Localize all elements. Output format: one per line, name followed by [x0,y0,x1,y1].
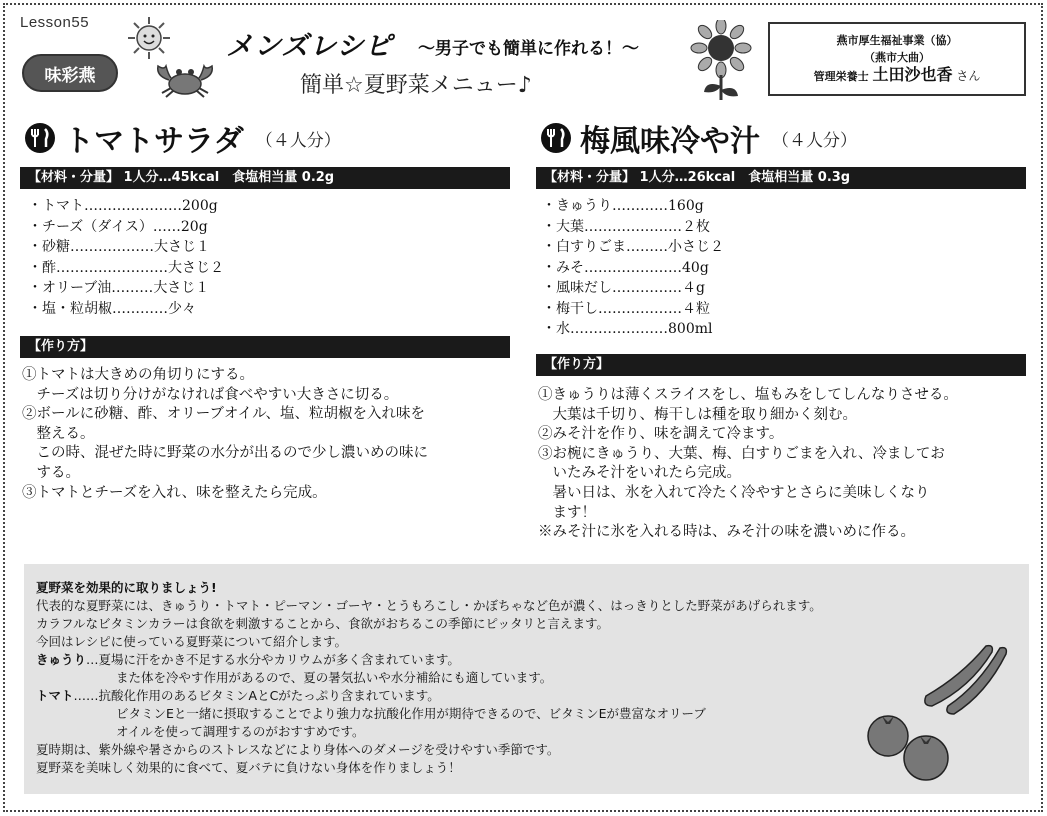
vegetables-illustration [866,636,1016,786]
tomato-label: トマト [36,688,74,703]
info-heading: 夏野菜を効果的に取りましょう! [36,580,217,595]
ingredient-row [542,237,724,258]
step-line: ます！ [538,504,596,521]
ingredient-name: ・トマト………………… [28,198,182,214]
ingredient-row [542,217,724,238]
step-line: チーズは切り分けがなければ食べやすい大きさに切る。 [22,386,399,403]
menu-title: 簡単☆夏野菜メニュー♪ [300,73,532,98]
recipe1-title: トマトサラダ [64,124,244,159]
ingredient-name: ・酢…………………… [28,259,168,276]
lesson-number: Lesson55 [20,14,90,31]
ingredient-row [542,299,724,320]
ingredient-row [542,196,724,217]
info-line: ビタミンEと一緒に摂取することでより強力な抗酸化作用が期待できるので、ビタミンEが豊富なオリーブ [116,706,706,721]
ingredient-amount: ４粒 [682,300,710,317]
ingredient-row [28,299,224,320]
sun-icon [127,16,171,60]
step-line: ①きゅうりは薄くスライスをし、塩もみをしてしんなりさせる。 [538,387,958,403]
info-line: オイルを使って調理するのがおすすめです。 [116,724,365,739]
recipe2-method-bar: 【作り方】 [536,354,1026,376]
ingredient-amount: 160g [668,198,704,214]
credit-suffix: さん [956,69,981,83]
recipe2-title: 梅風味冷や汁 [580,124,760,159]
step-line: ※みそ汁に氷を入れる時は、みそ汁の味を濃いめに作る。 [538,524,915,541]
credit-box [768,22,1026,96]
ingredient-name: ・きゅうり………… [542,198,668,214]
recipe2-ingredient-bar: 【材料・分量】 1人分…26kcal 食塩相当量 0.3g [536,167,1026,189]
ingredient-row [542,319,724,340]
credit-role: 管理栄養士 [813,70,869,83]
brand-logo [22,54,118,92]
step-line: いたみそ汁をいれたら完成。 [538,465,741,482]
ingredient-amount: ２枚 [682,218,710,235]
step-line: ②ボールに砂糖、酢、オリーブオイル、塩、粒胡椒を入れ味を [22,406,425,423]
page-subtitle: ～男子でも簡単に作れる！～ [418,39,639,59]
info-line: 今回はレシピに使っている夏野菜について紹介します。 [36,634,347,649]
ingredient-amount: 20g [180,218,208,235]
recipe2-title-row [540,116,857,160]
step-line: 暑い日は、氷を入れて冷たく冷やすとさらに美味しくなり [538,484,930,501]
ingredient-name: ・砂糖……………… [28,239,154,255]
info-line: 夏野菜を美味しく効果的に食べて、夏バテに負けない身体を作りましょう！ [36,760,461,775]
page-title: メンズレシピ [226,31,393,62]
info-line: また体を冷やす作用があるので、夏の暑気払いや水分補給にも適しています。 [116,670,553,685]
ingredient-name: ・梅干し……………… [542,300,682,317]
kyuri-label: きゅうり [36,652,87,667]
ingredient-amount: 小さじ２ [668,239,724,255]
step-line: 大葉は千切り、梅干しは種を取り細かく刻む。 [538,406,857,423]
step-line: ③お椀にきゅうり、大葉、梅、白すりごまを入れ、冷ましてお [538,445,945,462]
ingredient-row [542,258,724,279]
ingredient-amount: 大さじ１ [153,280,210,296]
ingredient-amount: 大さじ２ [168,259,224,276]
credit-org: 燕市厚生福祉事業（協） [836,34,958,47]
ingredient-name: ・オリーブ油……… [28,280,154,296]
ingredient-amount: 少々 [168,300,196,317]
ingredient-name: ・風味だし…………… [542,280,682,296]
info-line: 代表的な夏野菜には、きゅうり・トマト・ピーマン・ゴーヤ・とうもろこし・かぼちゃなど色が濃く、はっきりとした野菜があげられます。 [36,598,822,613]
sunflower-icon [690,20,752,100]
step-line: する。 [22,464,80,481]
info-line: 夏時期は、紫外線や暑さからのストレスなどにより身体へのダメージを受けやすい季節です。 [36,742,560,757]
crab-icon [150,60,220,98]
credit-org-location: （燕市大曲） [864,51,930,64]
recipe1-ingredients [28,196,224,319]
info-text [36,579,822,777]
ingredient-name: ・チーズ（ダイス）…… [28,218,181,235]
recipe2-ingredients [542,196,724,340]
step-line: ②みそ汁を作り、味を調えて冷ます。 [538,426,784,443]
ingredient-amount: 800ml [668,321,713,337]
recipe2-servings: （４人分） [772,130,857,151]
credit-name: 土田沙也香 [872,65,953,84]
ingredient-name: ・みそ………………… [542,259,682,276]
ingredient-row [28,217,224,238]
ingredient-row [28,258,224,279]
utensils-icon [540,122,572,154]
recipe1-method-bar: 【作り方】 [20,336,510,358]
recipe2-steps [538,386,958,543]
logo-text: 味彩燕 [44,65,96,86]
step-line: 整える。 [22,425,95,442]
step-line: ③トマトとチーズを入れ、味を整えたら完成。 [22,484,327,501]
step-line: ①トマトは大きめの角切りにする。 [22,367,254,383]
ingredient-amount: 40g [682,259,709,276]
recipe1-servings: （４人分） [255,130,341,151]
info-line: カラフルなビタミンカラーは食欲を刺激することから、食欲がおちるこの季節にピッタリと言えます。 [36,616,610,631]
ingredient-row [28,237,224,258]
utensils-icon [24,122,56,154]
recipe1-ingredient-bar: 【材料・分量】 1人分…45kcal 食塩相当量 0.2g [20,167,510,189]
info-line: …夏場に汗をかき不足する水分やカリウムが多く含まれています。 [86,652,460,667]
ingredient-name: ・水………………… [542,321,668,337]
ingredient-amount: 大さじ１ [154,239,210,255]
ingredient-amount: ４g [682,280,705,296]
info-line: ……抗酸化作用のあるビタミンAとCがたっぷり含まれています。 [73,688,440,703]
ingredient-name: ・塩・粒胡椒………… [28,300,168,317]
ingredient-name: ・大葉………………… [542,218,682,235]
ingredient-name: ・白すりごま……… [542,239,668,255]
ingredient-row [28,196,224,217]
recipe1-title-row [24,116,341,160]
recipe1-steps [22,366,428,503]
step-line: この時、混ぜた時に野菜の水分が出るので少し濃いめの味に [22,445,428,462]
ingredient-row [28,278,224,299]
ingredient-row [542,278,724,299]
ingredient-amount: 200g [182,198,218,214]
